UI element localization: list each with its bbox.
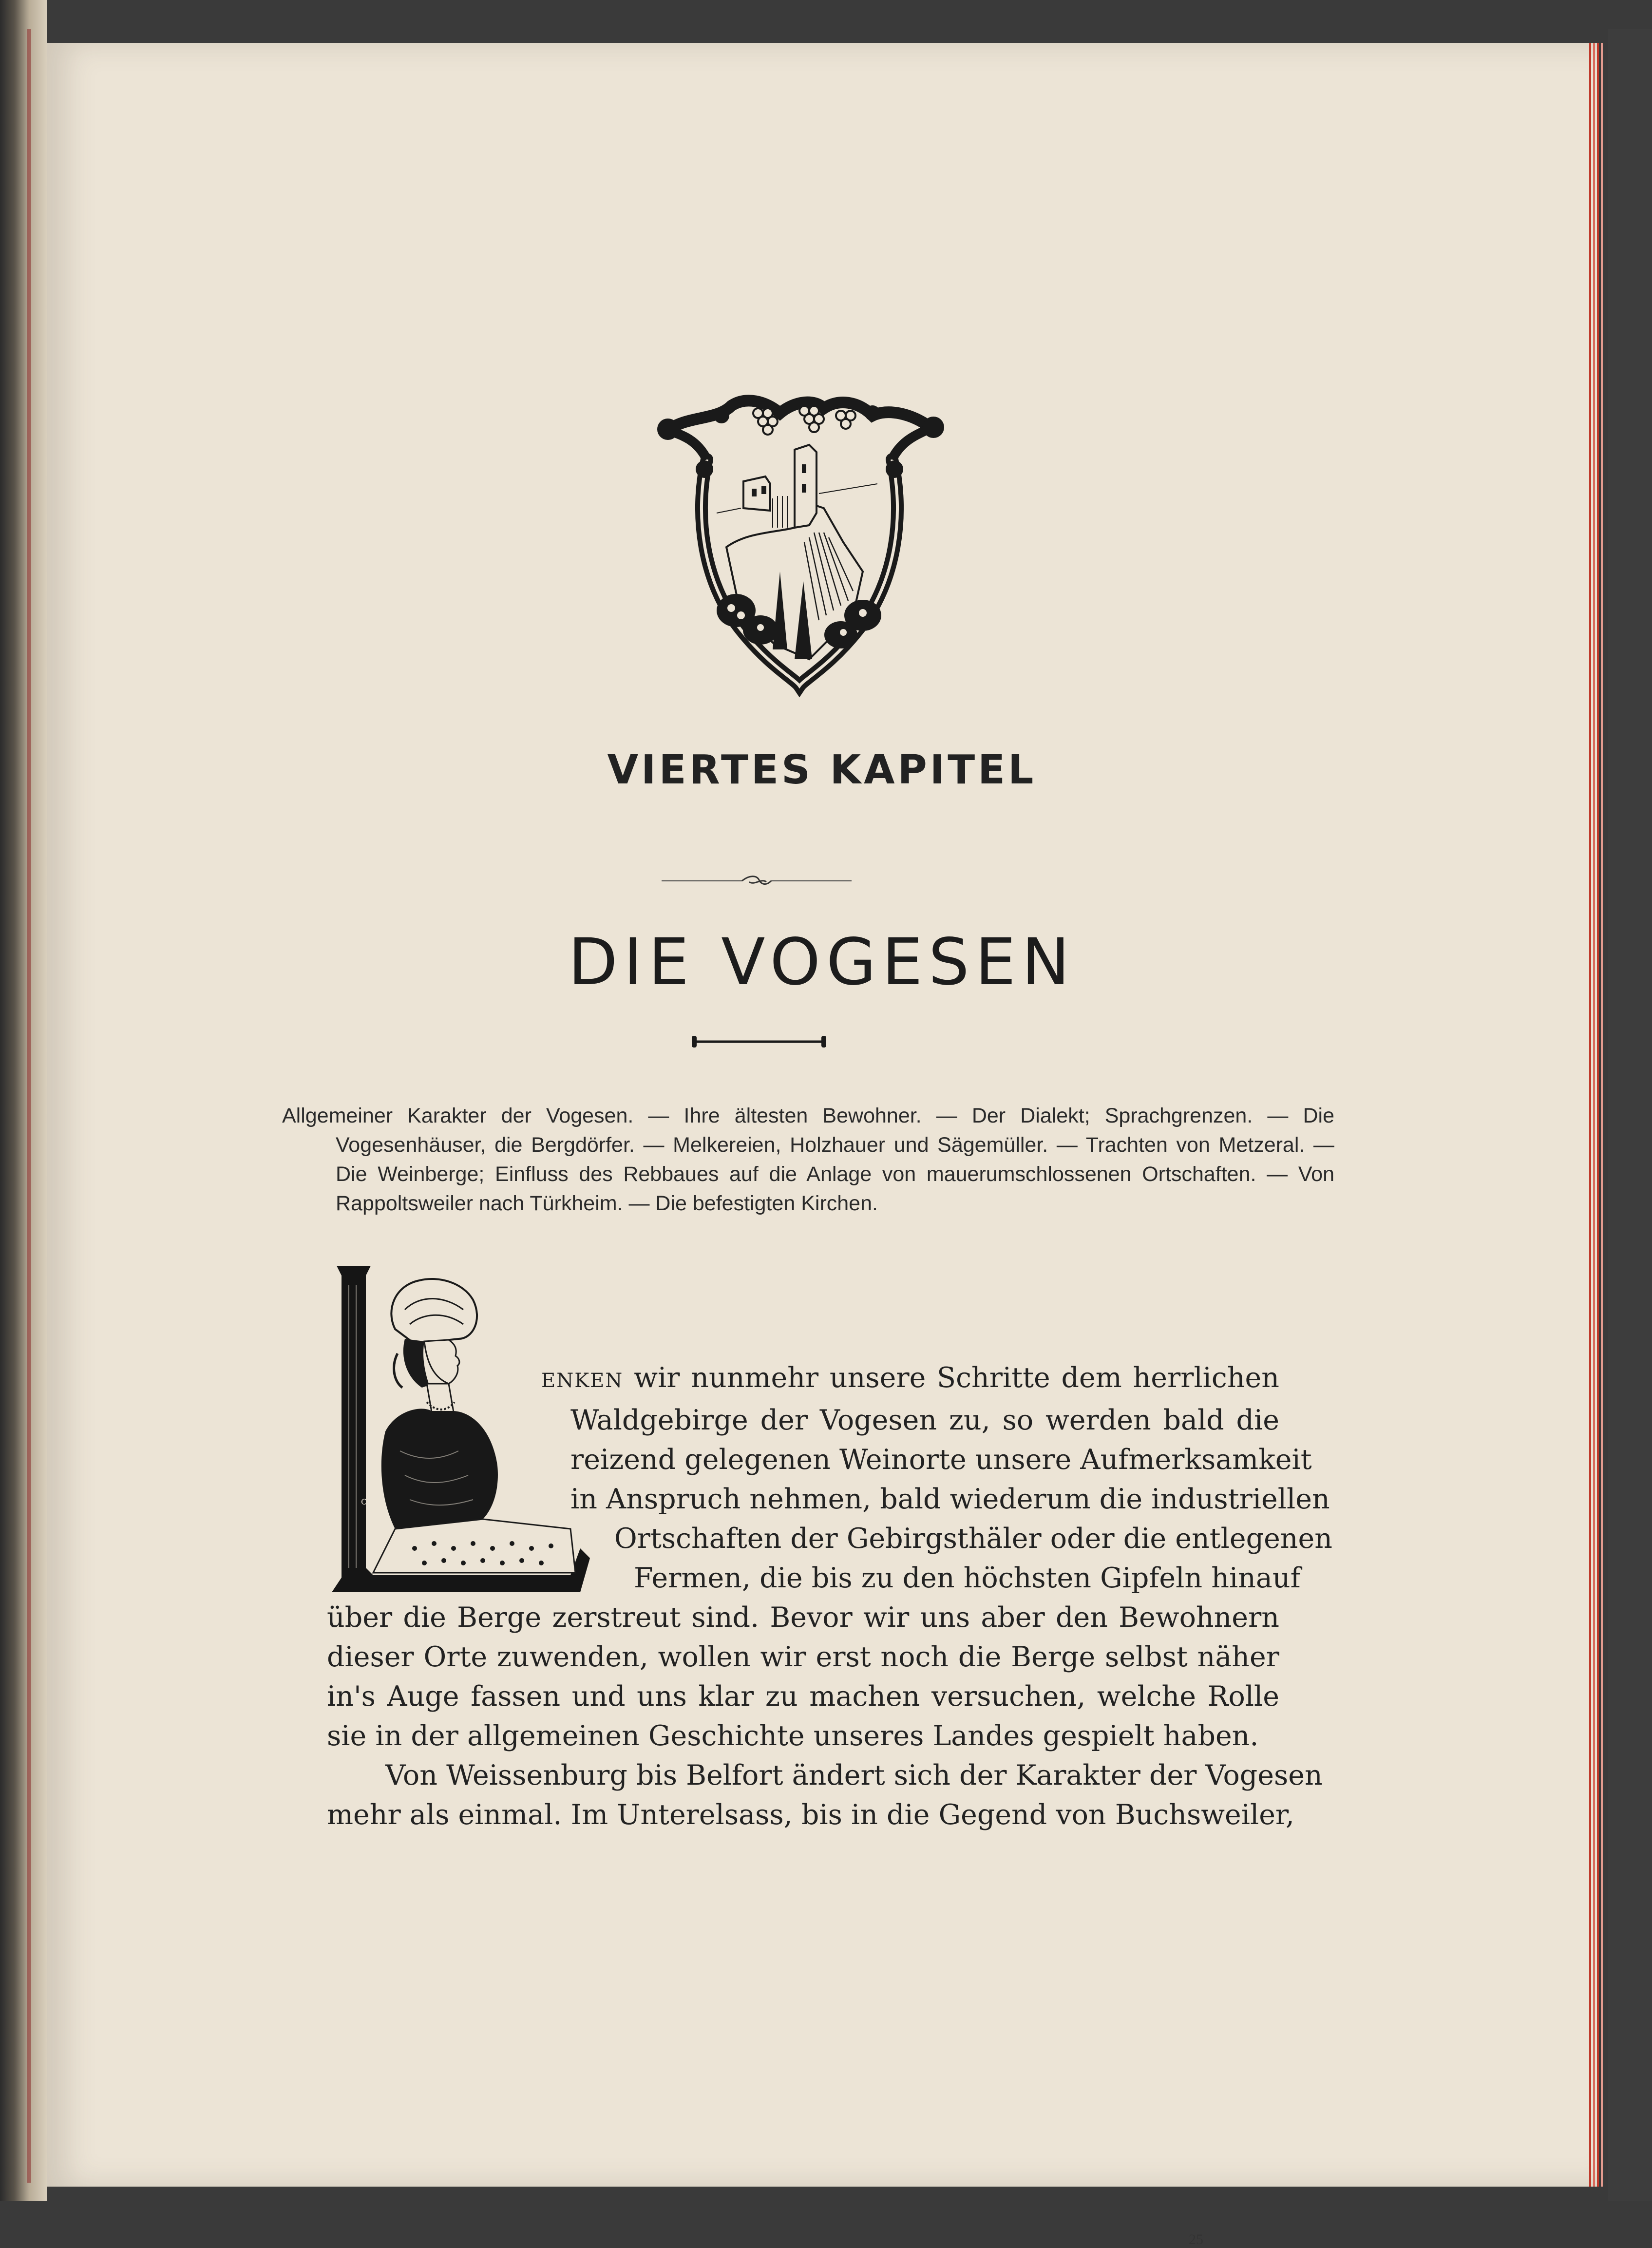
illustrator-signature: C.S. — [361, 1497, 377, 1506]
text-line: sie in der allgemeinen Geschichte unseres Landes gespielt haben. — [327, 1720, 1259, 1752]
text-line: in Anspruch nehmen, bald wiederum die industriellen — [570, 1483, 1330, 1515]
page-red-edge — [1593, 43, 1595, 2187]
text-line: mehr als einmal. Im Unterelsass, bis in die Gegend von Buchsweiler, — [327, 1799, 1295, 1831]
text-line: über die Berge zerstreut sind. Bevor wir uns aber den Bewohnern — [327, 1601, 1279, 1634]
page-number: 25 — [1189, 2231, 1203, 2248]
page-red-edge — [1589, 43, 1591, 2187]
background-shadow — [1608, 29, 1652, 2201]
text-line: in's Auge fassen und uns klar zu machen versuchen, welche Rolle — [327, 1680, 1279, 1713]
bar-separator-icon — [691, 1032, 827, 1051]
lead-word: ENKEN — [541, 1370, 624, 1392]
book-page — [47, 43, 1597, 2248]
body-text — [327, 1358, 1332, 1835]
chapter-summary: Allgemeiner Karakter der Vogesen. — Ihre ältesten Bewohner. — Der Dialekt; Sprachgrenzen. — Die Vogesenhäuser, die Bergdörfer. — Melkereien, Holzhauer und Sägemüller. — Trachten von Metzeral. — Die Weinberge; Einfluss des Rebbaues auf die Anlage von mauerumschlossenen Ortschaften. — Von Rappoltsweiler nach Türkheim. — Die befestigten Kirchen. — [282, 1104, 1334, 1215]
text-line: reizend gelegenen Weinorte unsere Aufmerksamkeit — [570, 1444, 1312, 1476]
facing-page-red-edge — [27, 29, 31, 2183]
facing-page-edge — [0, 0, 47, 2201]
text-line: Fermen, die bis zu den höchsten Gipfeln hinauf — [634, 1562, 1301, 1594]
chapter-label: VIERTES KAPITEL — [607, 747, 1037, 793]
text-line: ENKEN wir nunmehr unsere Schritte dem herrlichen — [541, 1362, 1279, 1394]
text-line: dieser Orte zuwenden, wollen wir erst noch die Berge selbst näher — [327, 1641, 1279, 1673]
text-line: Ortschaften der Gebirgsthäler oder die entlegenen — [614, 1523, 1332, 1555]
text-line: Waldgebirge der Vogesen zu, so werden bald die — [570, 1404, 1279, 1436]
page-red-edge — [1597, 43, 1599, 2187]
ornament-separator-icon — [662, 871, 852, 891]
castle-ruin-vignette-icon — [648, 386, 950, 698]
page-red-edge — [1601, 43, 1603, 2187]
text-line: Von Weissenburg bis Belfort ändert sich der Karakter der Vogesen — [385, 1759, 1323, 1791]
chapter-title: DIE VOGESEN — [568, 925, 1076, 1000]
